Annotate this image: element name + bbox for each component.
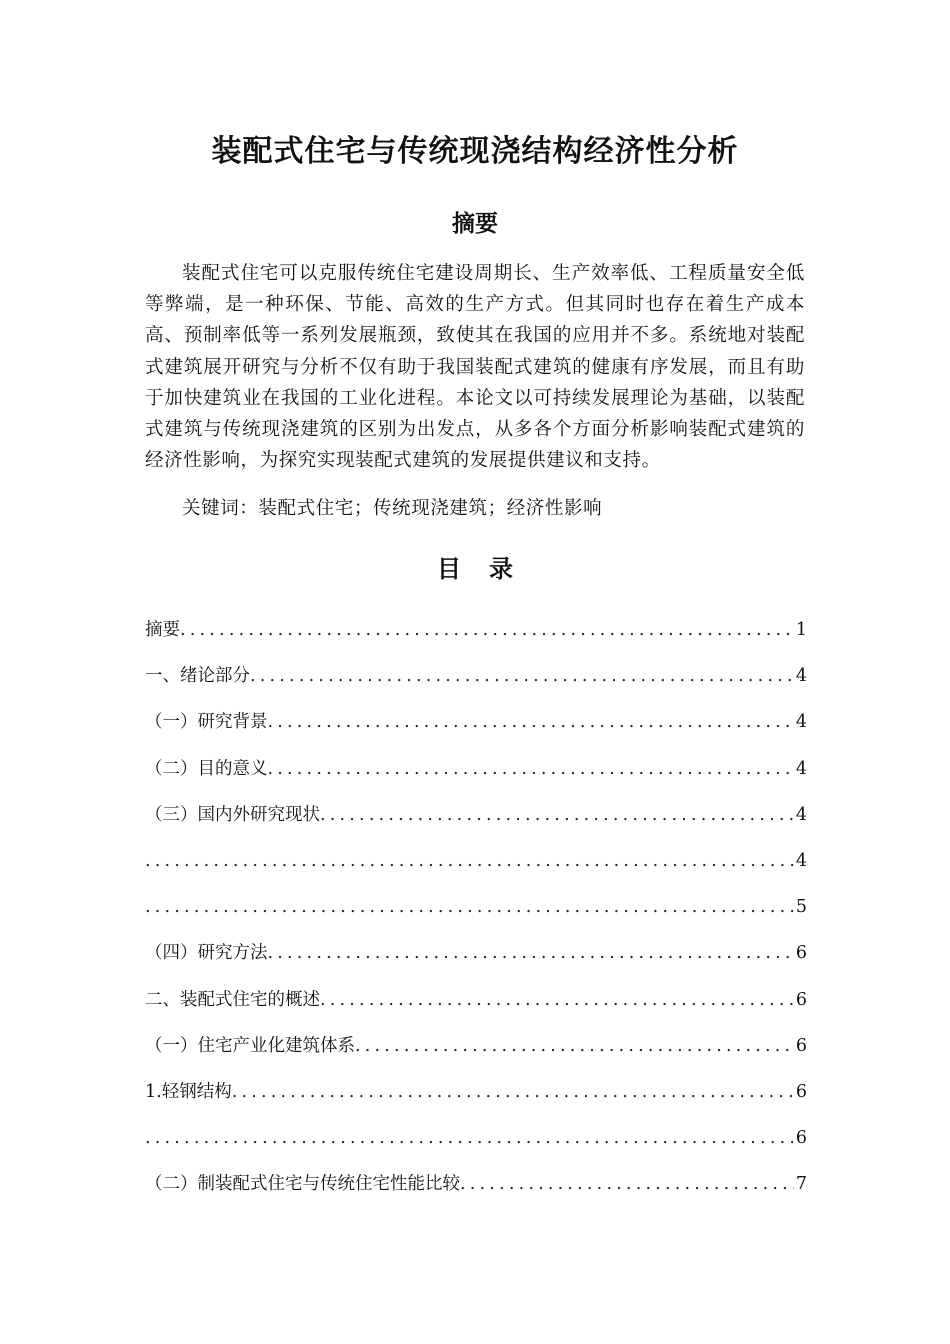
toc-page-number: 6 (795, 1128, 807, 1149)
table-of-contents (145, 614, 807, 1214)
toc-page-number: 6 (795, 943, 807, 964)
toc-page-number: 4 (795, 850, 807, 871)
toc-leader-dots (268, 753, 794, 785)
toc-leader-dots (268, 706, 794, 738)
abstract-paragraph: 装配式住宅可以克服传统住宅建设周期长、生产效率低、工程质量安全低等弊端，是一种环保、节能、高效的生产方式。但其同时也存在着生产成本高、预制率低等一系列发展瓶颈，致使其在我国的应用并不多。系统地对装配式建筑展开研究与分析不仅有助于我国装配式建筑的健康有序发展，而且有助于加快建筑业在我国的工业化进程。本论文以可持续发展理论为基础，以装配式建筑与传统现浇建筑的区别为出发点，从多各个方面分析影响装配式建筑的经济性影响，为探究实现装配式建筑的发展提供建议和支持。 (145, 263, 805, 472)
toc-leader-dots (145, 845, 794, 877)
toc-entry-text: 二、装配式住宅的概述 (145, 989, 320, 1010)
keywords-line: 关键词：装配式住宅；传统现浇建筑；经济性影响 (182, 498, 603, 519)
toc-entry[interactable] (145, 1122, 807, 1168)
toc-entry-text: （三）国内外研究现状 (145, 804, 320, 825)
toc-entry[interactable] (145, 984, 807, 1030)
toc-page-number: 6 (795, 1035, 807, 1056)
abstract-heading: 摘要 (452, 211, 498, 237)
toc-page-number: 4 (795, 758, 807, 779)
toc-entry-text: （一）住宅产业化建筑体系 (145, 1035, 355, 1056)
toc-leader-dots (320, 984, 794, 1016)
toc-page-number: 1 (795, 620, 807, 640)
toc-heading: 目录 (437, 554, 541, 583)
toc-entry-text: 1.轻钢结构 (145, 1081, 232, 1102)
toc-page-number: 7 (795, 1174, 807, 1195)
toc-leader-dots (460, 1168, 794, 1200)
toc-entry[interactable] (145, 891, 807, 937)
toc-entry-text: 摘要 (145, 620, 180, 640)
toc-page-number: 4 (795, 666, 807, 687)
toc-entry[interactable] (145, 937, 807, 983)
toc-entry-text: （二）目的意义 (145, 758, 268, 779)
document-title: 装配式住宅与传统现浇结构经济性分析 (211, 134, 739, 169)
toc-entry[interactable] (145, 1076, 807, 1122)
toc-entry[interactable] (145, 660, 807, 706)
toc-leader-dots (145, 891, 794, 923)
toc-entry-text: （四）研究方法 (145, 943, 268, 964)
toc-page-number: 5 (795, 897, 807, 918)
toc-leader-dots (320, 799, 794, 831)
toc-entry[interactable] (145, 614, 807, 660)
toc-entry[interactable] (145, 706, 807, 752)
toc-leader-dots (250, 660, 794, 692)
toc-entry[interactable] (145, 1030, 807, 1076)
toc-page-number: 4 (795, 712, 807, 733)
toc-entry[interactable] (145, 799, 807, 845)
toc-leader-dots (145, 1122, 794, 1154)
toc-leader-dots (355, 1030, 794, 1062)
toc-page-number: 6 (795, 989, 807, 1010)
toc-page-number: 6 (795, 1081, 807, 1102)
toc-leader-dots (232, 1076, 794, 1108)
toc-leader-dots (268, 937, 794, 969)
toc-leader-dots (180, 614, 794, 646)
toc-entry-text: 一、绪论部分 (145, 666, 250, 687)
toc-entry-text: （一）研究背景 (145, 712, 268, 733)
toc-page-number: 4 (795, 804, 807, 825)
toc-entry[interactable] (145, 753, 807, 799)
toc-entry[interactable] (145, 845, 807, 891)
toc-entry[interactable] (145, 1168, 807, 1214)
toc-entry-text: （二）制装配式住宅与传统住宅性能比较 (145, 1174, 460, 1195)
